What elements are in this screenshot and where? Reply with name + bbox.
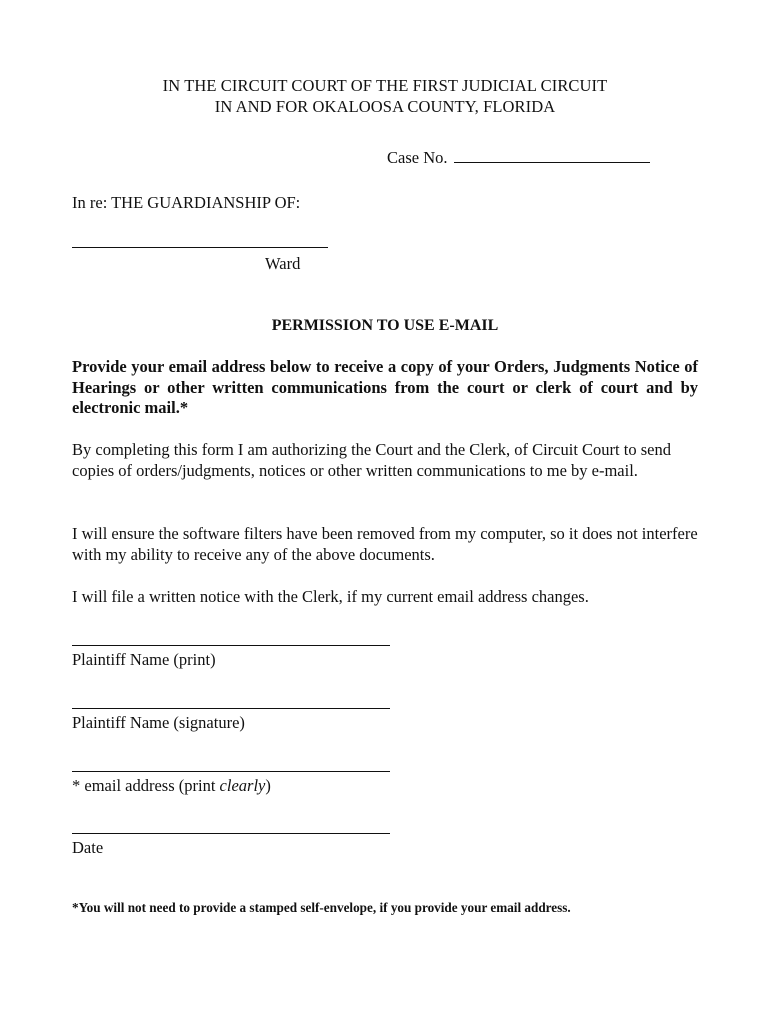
- plaintiff-name-print-blank[interactable]: [72, 645, 390, 646]
- email-label-emphasis: clearly: [219, 776, 266, 795]
- case-number-blank[interactable]: [454, 148, 650, 163]
- footnote: *You will not need to provide a stamped self-envelope, if you provide your email address.: [72, 900, 571, 915]
- plaintiff-signature-label: Plaintiff Name (signature): [72, 713, 245, 732]
- case-number-label: Case No.: [387, 148, 448, 167]
- email-label-prefix: * email address (print: [72, 776, 220, 795]
- court-header-line-2: IN AND FOR OKALOOSA COUNTY, FLORIDA: [214, 97, 556, 116]
- address-change-paragraph: I will file a written notice with the Clerk, if my current email address changes.: [72, 587, 589, 606]
- court-header-line-1: IN THE CIRCUIT COURT OF THE FIRST JUDICIAL CIRCUIT: [162, 76, 608, 95]
- email-address-label: [72, 776, 271, 796]
- authorization-paragraph: By completing this form I am authorizing the Court and the Clerk, of Circuit Court to send copies of orders/judgments, notices or other written communications to me by e-mail.: [72, 440, 671, 480]
- case-number-field: [387, 148, 650, 168]
- ward-label: Ward: [265, 254, 301, 273]
- email-address-blank[interactable]: [72, 771, 390, 772]
- instructions-paragraph: Provide your email address below to receive a copy of your Orders, Judgments Notice of Hearings or other written communications from the court or clerk of court and by electronic mail.*: [72, 357, 698, 417]
- date-blank[interactable]: [72, 833, 390, 834]
- plaintiff-signature-blank[interactable]: [72, 708, 390, 709]
- plaintiff-name-print-label: Plaintiff Name (print): [72, 650, 216, 669]
- in-re-caption: In re: THE GUARDIANSHIP OF:: [72, 193, 301, 212]
- document-title: PERMISSION TO USE E-MAIL: [271, 317, 499, 334]
- software-filters-paragraph: I will ensure the software filters have been removed from my computer, so it does not interfere with my ability to receive any of the above documents.: [72, 524, 698, 564]
- ward-name-blank[interactable]: [72, 247, 328, 248]
- date-label: Date: [72, 838, 104, 857]
- email-label-suffix: ): [265, 776, 271, 795]
